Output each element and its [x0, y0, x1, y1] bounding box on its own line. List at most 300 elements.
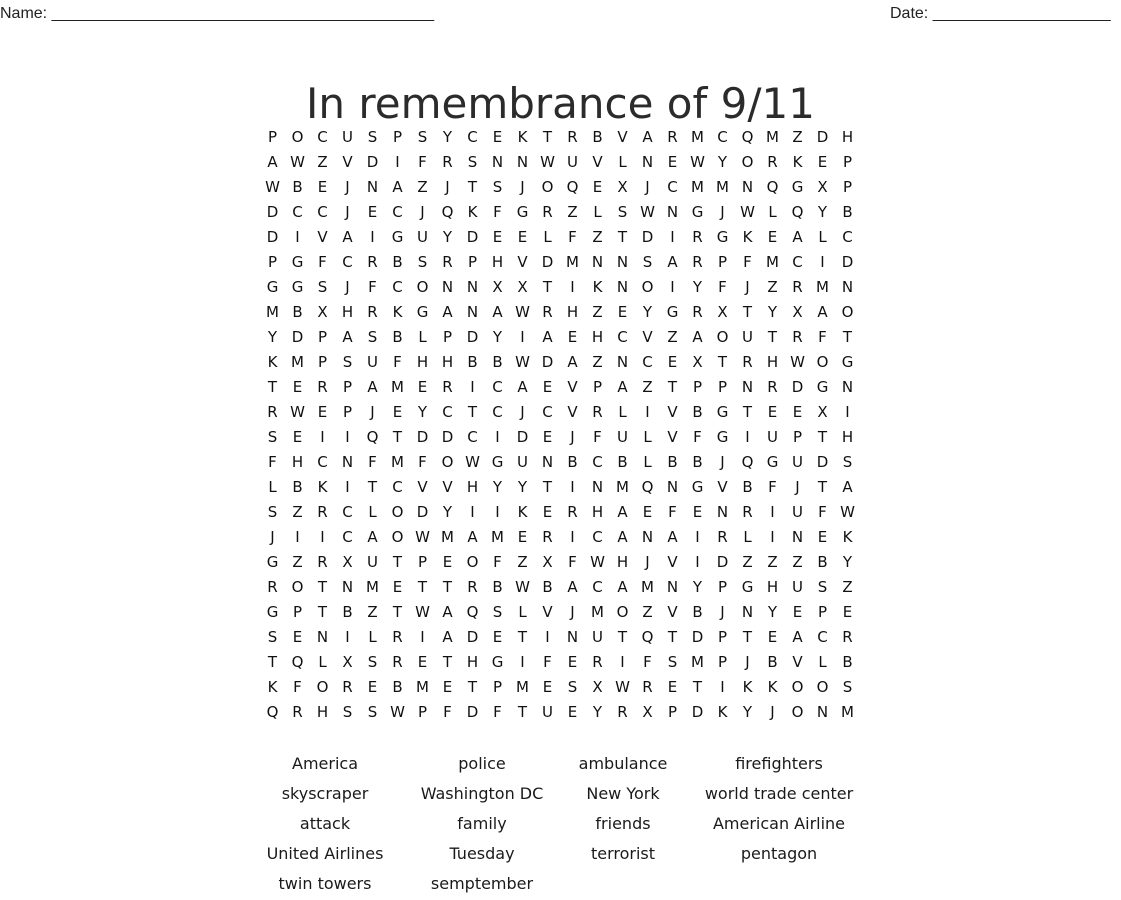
grid-cell: H [591, 503, 604, 521]
grid-cell: J [570, 603, 575, 621]
grid-cell: C [292, 203, 303, 221]
grid-cell: R [442, 153, 453, 171]
grid-cell: C [592, 578, 603, 596]
grid-cell: I [495, 503, 500, 521]
grid-cell: A [667, 253, 678, 271]
grid-cell: A [542, 328, 553, 346]
grid-cell: V [417, 478, 428, 496]
grid-cell: T [767, 328, 778, 346]
grid-cell: E [417, 378, 428, 396]
grid-cell: D [416, 503, 429, 521]
grid-cell: E [592, 178, 603, 196]
grid-cell: J [345, 178, 350, 196]
grid-row [260, 675, 860, 700]
grid-cell: S [417, 128, 428, 146]
grid-cell: I [495, 428, 500, 446]
grid-cell: P [317, 353, 328, 371]
grid-cell: Y [767, 303, 778, 321]
grid-cell: B [492, 353, 503, 371]
grid-cell: Z [792, 553, 803, 571]
grid-cell: Y [692, 578, 703, 596]
grid-cell: R [467, 578, 478, 596]
grid-cell: P [267, 128, 278, 146]
grid-cell: F [593, 428, 602, 446]
grid-row [260, 225, 860, 250]
grid-cell: W [540, 153, 555, 171]
grid-cell: Z [317, 153, 328, 171]
grid-cell: Y [717, 153, 728, 171]
grid-cell: X [342, 553, 353, 571]
grid-cell: O [616, 603, 629, 621]
grid-cell: K [517, 128, 528, 146]
grid-cell: C [342, 528, 353, 546]
grid-cell: C [717, 128, 728, 146]
grid-cell: B [342, 603, 353, 621]
grid-cell: G [416, 303, 429, 321]
grid-cell: S [842, 453, 853, 471]
grid-cell: E [792, 403, 803, 421]
grid-cell: S [317, 278, 328, 296]
grid-cell: C [392, 478, 403, 496]
grid-cell: G [716, 228, 729, 246]
grid-cell: V [667, 428, 678, 446]
grid-cell: X [542, 553, 553, 571]
grid-cell: P [317, 328, 328, 346]
grid-cell: B [692, 603, 703, 621]
grid-row [260, 325, 860, 350]
grid-cell: M [441, 528, 454, 546]
grid-cell: R [692, 253, 703, 271]
grid-cell: R [692, 303, 703, 321]
grid-cell: Z [642, 378, 653, 396]
grid-cell: U [517, 453, 528, 471]
grid-cell: R [792, 278, 803, 296]
grid-cell: E [492, 628, 503, 646]
grid-cell: F [693, 428, 702, 446]
word-list-item: Tuesday [449, 844, 515, 863]
grid-cell: Z [642, 603, 653, 621]
grid-cell: E [667, 353, 678, 371]
grid-cell: A [567, 353, 578, 371]
grid-cell: J [745, 653, 750, 671]
grid-cell: Z [292, 553, 303, 571]
grid-cell: R [842, 628, 853, 646]
grid-cell: J [570, 428, 575, 446]
grid-cell: N [491, 153, 504, 171]
grid-cell: P [417, 703, 428, 721]
word-list-item: friends [595, 814, 651, 833]
grid-cell: C [317, 203, 328, 221]
grid-cell: P [667, 703, 678, 721]
grid-cell: B [692, 403, 703, 421]
grid-cell: A [817, 303, 828, 321]
grid-cell: G [841, 353, 854, 371]
grid-cell: X [617, 178, 628, 196]
grid-row [260, 650, 860, 675]
grid-cell: S [567, 678, 578, 696]
grid-cell: O [291, 578, 304, 596]
grid-cell: X [492, 278, 503, 296]
grid-cell: E [542, 378, 553, 396]
grid-cell: K [742, 678, 753, 696]
grid-cell: S [267, 628, 278, 646]
grid-cell: D [516, 428, 529, 446]
grid-cell: I [320, 528, 325, 546]
grid-cell: L [643, 453, 652, 471]
grid-cell: D [841, 253, 854, 271]
grid-cell: F [493, 703, 502, 721]
grid-cell: R [592, 403, 603, 421]
grid-cell: I [770, 503, 775, 521]
grid-cell: R [392, 653, 403, 671]
grid-cell: J [370, 403, 375, 421]
grid-cell: G [691, 203, 704, 221]
grid-cell: L [818, 228, 827, 246]
grid-cell: V [542, 603, 553, 621]
grid-cell: T [467, 178, 478, 196]
grid-cell: K [842, 528, 853, 546]
grid-cell: Z [842, 578, 853, 596]
grid-cell: E [542, 503, 553, 521]
grid-row [260, 425, 860, 450]
grid-cell: A [342, 328, 353, 346]
grid-cell: O [466, 553, 479, 571]
grid-cell: Z [592, 353, 603, 371]
grid-cell: T [542, 128, 553, 146]
grid-cell: I [570, 528, 575, 546]
grid-cell: M [591, 603, 604, 621]
grid-cell: V [642, 328, 653, 346]
grid-cell: N [741, 603, 754, 621]
grid-cell: N [641, 528, 654, 546]
grid-cell: L [818, 653, 827, 671]
grid-cell: Y [492, 328, 503, 346]
grid-cell: B [542, 578, 553, 596]
grid-cell: F [768, 478, 777, 496]
grid-cell: R [267, 403, 278, 421]
grid-cell: E [792, 603, 803, 621]
grid-cell: R [292, 703, 303, 721]
grid-cell: T [742, 303, 753, 321]
grid-cell: I [320, 428, 325, 446]
grid-cell: R [542, 203, 553, 221]
grid-cell: E [517, 528, 528, 546]
grid-cell: D [466, 228, 479, 246]
grid-cell: E [492, 228, 503, 246]
grid-cell: R [317, 378, 328, 396]
grid-cell: B [817, 553, 828, 571]
grid-cell: I [570, 278, 575, 296]
grid-cell: R [767, 153, 778, 171]
word-list-item: ambulance [578, 754, 668, 773]
grid-cell: F [418, 153, 427, 171]
grid-cell: W [515, 303, 530, 321]
grid-cell: S [367, 703, 378, 721]
grid-cell: J [720, 453, 725, 471]
grid-cell: Y [442, 228, 453, 246]
grid-cell: L [368, 628, 377, 646]
grid-cell: Z [767, 553, 778, 571]
grid-cell: Q [566, 178, 579, 196]
grid-cell: W [290, 403, 305, 421]
grid-cell: X [692, 353, 703, 371]
grid-cell: S [367, 653, 378, 671]
word-list-item: world trade center [704, 784, 854, 803]
grid-cell: R [542, 528, 553, 546]
grid-cell: B [292, 478, 303, 496]
grid-cell: R [317, 503, 328, 521]
grid-cell: T [517, 628, 528, 646]
grid-cell: N [666, 478, 679, 496]
grid-cell: T [667, 378, 678, 396]
word-list-row [245, 810, 885, 840]
grid-cell: F [543, 653, 552, 671]
grid-cell: L [643, 428, 652, 446]
grid-cell: R [767, 378, 778, 396]
grid-row [260, 125, 860, 150]
grid-cell: H [766, 578, 779, 596]
grid-cell: Q [291, 653, 304, 671]
grid-cell: R [567, 128, 578, 146]
grid-cell: Q [766, 178, 779, 196]
grid-cell: Q [366, 428, 379, 446]
date-field: Date: ____________________ [890, 5, 1111, 22]
grid-cell: F [568, 228, 577, 246]
grid-cell: O [541, 178, 554, 196]
word-list-item: United Airlines [266, 844, 384, 863]
grid-cell: C [492, 403, 503, 421]
grid-row [260, 275, 860, 300]
grid-cell: Y [517, 478, 528, 496]
grid-cell: S [492, 178, 503, 196]
grid-cell: N [591, 478, 604, 496]
word-list-item: twin towers [278, 874, 372, 893]
grid-cell: Y [417, 403, 428, 421]
grid-cell: T [442, 578, 453, 596]
grid-cell: B [392, 253, 403, 271]
grid-cell: X [817, 178, 828, 196]
grid-cell: E [392, 578, 403, 596]
grid-cell: Y [642, 303, 653, 321]
grid-cell: U [792, 578, 803, 596]
grid-cell: T [317, 578, 328, 596]
grid-cell: E [817, 528, 828, 546]
grid-cell: O [841, 303, 854, 321]
grid-cell: V [592, 153, 603, 171]
grid-cell: Q [266, 703, 279, 721]
grid-cell: S [267, 428, 278, 446]
grid-cell: A [617, 528, 628, 546]
grid-cell: M [291, 353, 304, 371]
grid-cell: H [341, 303, 354, 321]
grid-cell: C [442, 403, 453, 421]
grid-cell: H [591, 328, 604, 346]
grid-cell: H [316, 703, 329, 721]
grid-cell: N [366, 178, 379, 196]
grid-cell: Y [442, 128, 453, 146]
grid-row [260, 375, 860, 400]
grid-cell: I [345, 428, 350, 446]
grid-cell: U [792, 453, 803, 471]
grid-cell: Y [842, 553, 853, 571]
grid-cell: B [292, 178, 303, 196]
grid-cell: W [465, 453, 480, 471]
grid-cell: P [717, 628, 728, 646]
grid-cell: L [593, 203, 602, 221]
grid-cell: P [492, 678, 503, 696]
grid-cell: G [291, 253, 304, 271]
grid-cell: U [617, 428, 628, 446]
grid-cell: R [342, 678, 353, 696]
grid-cell: H [466, 478, 479, 496]
grid-cell: R [367, 253, 378, 271]
grid-cell: T [367, 478, 378, 496]
grid-cell: G [816, 378, 829, 396]
grid-cell: M [841, 703, 854, 721]
grid-cell: X [817, 403, 828, 421]
grid-cell: J [345, 203, 350, 221]
grid-cell: A [442, 303, 453, 321]
grid-cell: Q [741, 453, 754, 471]
grid-cell: S [842, 678, 853, 696]
grid-cell: I [520, 653, 525, 671]
grid-cell: R [742, 503, 753, 521]
grid-cell: N [541, 453, 554, 471]
grid-cell: U [792, 503, 803, 521]
grid-cell: I [520, 328, 525, 346]
grid-cell: R [792, 328, 803, 346]
grid-cell: W [640, 203, 655, 221]
grid-cell: N [816, 703, 829, 721]
grid-cell: I [345, 628, 350, 646]
grid-row [260, 625, 860, 650]
grid-cell: W [515, 353, 530, 371]
grid-cell: T [392, 553, 403, 571]
grid-cell: P [792, 428, 803, 446]
grid-cell: C [592, 453, 603, 471]
grid-cell: S [342, 703, 353, 721]
grid-cell: C [392, 278, 403, 296]
grid-cell: C [617, 328, 628, 346]
grid-cell: M [766, 128, 779, 146]
grid-cell: N [841, 378, 854, 396]
grid-cell: Q [791, 203, 804, 221]
grid-cell: T [442, 653, 453, 671]
grid-cell: P [842, 178, 853, 196]
grid-cell: T [317, 603, 328, 621]
grid-cell: C [792, 253, 803, 271]
grid-cell: J [645, 178, 650, 196]
grid-cell: F [493, 553, 502, 571]
grid-cell: C [642, 353, 653, 371]
grid-cell: B [842, 203, 853, 221]
grid-cell: S [367, 328, 378, 346]
grid-row [260, 200, 860, 225]
grid-cell: X [792, 303, 803, 321]
grid-cell: U [367, 553, 378, 571]
grid-cell: G [291, 278, 304, 296]
grid-cell: I [820, 253, 825, 271]
grid-cell: K [742, 228, 753, 246]
grid-cell: A [267, 153, 278, 171]
grid-cell: P [717, 578, 728, 596]
grid-cell: W [690, 153, 705, 171]
grid-cell: A [567, 578, 578, 596]
grid-cell: I [470, 378, 475, 396]
grid-cell: Z [367, 603, 378, 621]
grid-cell: U [342, 128, 353, 146]
grid-cell: F [368, 278, 377, 296]
grid-cell: G [391, 228, 404, 246]
grid-cell: S [642, 253, 653, 271]
grid-cell: B [767, 653, 778, 671]
word-list-item: skyscraper [281, 784, 369, 803]
grid-cell: M [391, 378, 404, 396]
grid-cell: V [517, 253, 528, 271]
grid-cell: S [267, 503, 278, 521]
grid-cell: A [442, 603, 453, 621]
grid-cell: M [691, 128, 704, 146]
grid-cell: M [366, 578, 379, 596]
grid-cell: A [367, 528, 378, 546]
grid-cell: A [617, 378, 628, 396]
grid-cell: A [792, 228, 803, 246]
grid-cell: B [392, 328, 403, 346]
grid-cell: U [592, 628, 603, 646]
grid-cell: J [770, 703, 775, 721]
word-list-item: pentagon [740, 844, 818, 863]
grid-cell: F [718, 278, 727, 296]
grid-cell: A [642, 128, 653, 146]
grid-cell: P [467, 253, 478, 271]
grid-cell: I [620, 653, 625, 671]
grid-cell: E [567, 328, 578, 346]
grid-cell: W [290, 153, 305, 171]
grid-cell: A [367, 378, 378, 396]
grid-cell: R [367, 303, 378, 321]
grid-cell: I [345, 478, 350, 496]
grid-cell: P [267, 253, 278, 271]
grid-cell: I [295, 528, 300, 546]
grid-cell: W [840, 503, 855, 521]
grid-cell: M [816, 278, 829, 296]
grid-cell: T [667, 628, 678, 646]
grid-cell: I [670, 228, 675, 246]
grid-cell: Z [592, 303, 603, 321]
grid-cell: F [568, 553, 577, 571]
grid-cell: N [466, 303, 479, 321]
grid-cell: N [341, 578, 354, 596]
grid-cell: O [391, 503, 404, 521]
grid-cell: K [767, 678, 778, 696]
grid-cell: F [393, 353, 402, 371]
grid-cell: F [418, 453, 427, 471]
grid-cell: D [816, 453, 829, 471]
grid-cell: Y [767, 603, 778, 621]
grid-cell: E [542, 678, 553, 696]
grid-cell: T [392, 428, 403, 446]
grid-cell: E [517, 228, 528, 246]
grid-cell: M [641, 578, 654, 596]
grid-cell: J [795, 478, 800, 496]
grid-cell: E [442, 553, 453, 571]
grid-cell: D [466, 328, 479, 346]
grid-cell: A [617, 503, 628, 521]
grid-cell: I [720, 678, 725, 696]
grid-row [260, 150, 860, 175]
grid-cell: E [567, 703, 578, 721]
grid-cell: D [641, 228, 654, 246]
